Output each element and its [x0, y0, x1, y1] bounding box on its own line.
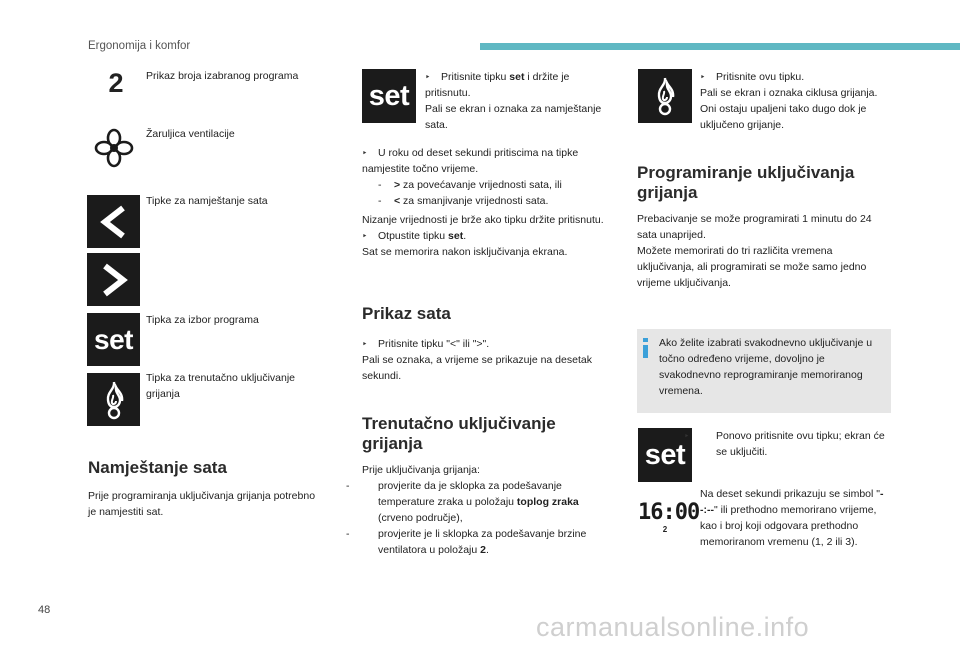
info-icon	[643, 338, 648, 358]
info-text: Ako želite izabrati svakodnevno uključivanje u točno određeno vrijeme, dovoljno je svakodnevno reprogramiranje memoriranog vremena.	[659, 337, 873, 397]
item-instant-heating: Tipka za trenutačno uključivanje grijanja	[146, 372, 296, 400]
set-label: set	[94, 323, 133, 355]
step-set-time: ‣ U roku od deset sekundi pritiscima na tipke namjestite točno vrijeme. - > za povećavanje vrijednosti sata, ili - < za smanjivanje vrijednosti sata.	[362, 147, 579, 207]
clock-display	[638, 500, 700, 537]
bullet-icon: ‣	[362, 231, 368, 241]
set-button[interactable]	[87, 313, 140, 366]
para-programming: Prebacivanje se može programirati 1 minutu do 24 sata unaprijed. Možete memorirati do tri različita vremena uključivanja, ali programirati se može samo jedno vrijeme uključivanja.	[637, 213, 872, 289]
chevron-left-icon[interactable]	[87, 195, 140, 248]
heading-clock-setting: Namještanje sata	[88, 458, 227, 477]
bullet-icon: ‣	[362, 148, 368, 158]
section-title: Ergonomija i komfor	[88, 40, 191, 52]
para-clock-display: ‣ Pritisnite tipku "<" ili ">". Pali se oznaka, a vrijeme se prikazuje na desetak sekundi.	[362, 338, 592, 382]
chevron-right-icon[interactable]	[87, 253, 140, 306]
bullet-icon: ‣	[684, 431, 690, 441]
bullet-icon: ‣	[362, 339, 368, 349]
page-number: 48	[38, 604, 51, 616]
set-label: set	[644, 438, 686, 471]
clock-time: 16:00	[638, 500, 700, 525]
flame-icon	[650, 75, 680, 117]
para-before-heating: Prije uključivanja grijanja: - provjerite da je sklopka za podešavanje temperature zraka u položaju toplog zraka (crveno područje), - provjerite je li sklopka za podešavanje brzine ventilatora u položaju 2.	[346, 464, 587, 556]
heating-button[interactable]	[638, 69, 692, 123]
set-button[interactable]	[362, 69, 416, 123]
bullet-icon: ‣	[700, 72, 706, 82]
item-program-select: Tipka za izbor programa	[146, 314, 259, 326]
step-press-again: ‣ Ponovo pritisnite ovu tipku; ekran će se uključiti.	[684, 430, 885, 458]
para-clock-setting: Prije programiranja uključivanja grijanja potrebno je namjestiti sat.	[88, 490, 316, 518]
info-box	[637, 329, 891, 413]
bullet-icon: ‣	[425, 72, 431, 82]
program-number-glyph: 2	[108, 68, 124, 98]
step-press-heating: ‣ Pritisnite ovu tipku. Pali se ekran i oznaka ciklusa grijanja. Oni ostaju upaljeni tako dugo dok je uključeno grijanje.	[700, 71, 878, 131]
item-program-number: Prikaz broja izabranog programa	[146, 70, 299, 82]
header-bar	[480, 43, 960, 50]
fan-icon	[94, 128, 134, 168]
item-clock-keys: Tipke za namještanje sata	[146, 195, 268, 207]
flame-icon	[99, 379, 129, 421]
para-display-symbol: Na deset sekundi prikazuju se simbol "--:--" ili prethodno memorirano vrijeme, kao i broj koji odgovara prethodno memoriranom vremenu (1, 2 ili 3).	[700, 488, 884, 548]
para-faster: Nizanje vrijednosti je brže ako tipku držite pritisnutu. ‣ Otpustite tipku set. Sat se memorira nakon isključivanja ekrana.	[362, 214, 604, 258]
heading-instant-heating: Trenutačno uključivanje grijanja	[362, 414, 556, 453]
heading-programming: Programiranje uključivanja grijanja	[637, 163, 855, 202]
watermark: carmanualsonline.info	[536, 612, 810, 642]
step-hold-set: ‣ Pritisnite tipku set i držite je pritisnutu. Pali se ekran i oznaka za namještanje sata.	[425, 71, 602, 131]
set-label: set	[368, 79, 410, 112]
heading-clock-display: Prikaz sata	[362, 304, 451, 323]
clock-program-number: 2	[662, 525, 668, 534]
heating-button[interactable]	[87, 373, 140, 426]
item-fan-light: Žaruljica ventilacije	[146, 128, 235, 140]
